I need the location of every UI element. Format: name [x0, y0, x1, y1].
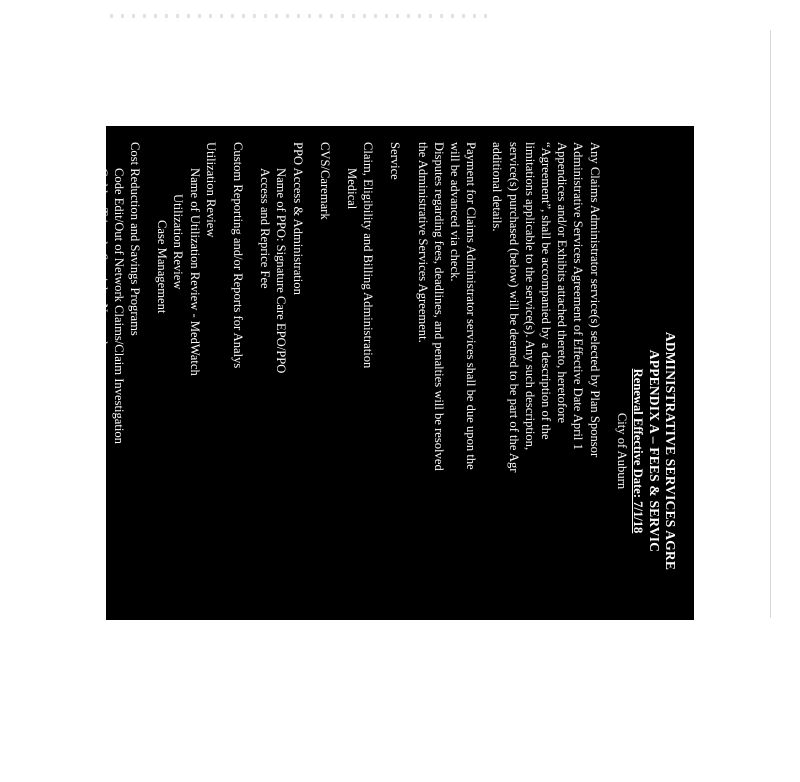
rotated-document [68, 126, 694, 620]
payment-paragraph [414, 142, 479, 782]
payment-line: will be advanced via check. [447, 142, 462, 282]
payment-line: the Administrative Services Agreement. [415, 142, 430, 343]
service-item: Code Edit/Out of Network Claims/Claim Investigation [111, 168, 126, 444]
intro-line: Administrative Services Agreement of Effective Date April 1 [571, 142, 586, 450]
service-item: Utilization Review [203, 142, 218, 238]
city-name: City of Auburn [614, 412, 629, 490]
service-item: Name of PPO: Signature Care EPO/PPO [274, 168, 289, 374]
service-item: Name of Utilization Review - MedWatch [187, 168, 202, 376]
service-item: Claim, Eligibility and Billing Administration [361, 142, 376, 369]
intro-line: “Agreement”, shall be accompanied by a description of the [538, 142, 553, 440]
service-item: Medical [344, 168, 359, 210]
scan-artifact [110, 14, 490, 18]
renewal-date: Renewal Effective Date: 7/1/18 [631, 368, 645, 534]
document-header [614, 292, 678, 610]
service-item: CVS/Caremark [317, 142, 332, 220]
service-item: Utilization Review [171, 194, 186, 290]
payment-line: Disputes regarding fees, deadlines, and penalties will be resolved [431, 142, 446, 471]
payment-line: Payment for Claims Administrator services shall be due upon the [464, 142, 479, 470]
service-item: Golden Triangle Specialty Network [95, 168, 110, 348]
service-item: Cost Reduction and Savings Programs [127, 142, 142, 336]
scanned-page [68, 126, 694, 620]
page-edge [770, 30, 771, 618]
service-heading: Service [388, 142, 403, 180]
service-list [67, 142, 376, 610]
service-item: PPO Access & Administration [290, 142, 305, 295]
service-item: Subrogation [68, 142, 83, 204]
intro-line: Any Claims Administrator service(s) selected by Plan Sponsor [587, 142, 602, 458]
service-item: Access and Reprice Fee [258, 168, 273, 289]
service-item: Case Management [155, 220, 170, 314]
document-title: ADMINISTRATIVE SERVICES AGRE [663, 331, 678, 571]
intro-line: service(s) purchased (below) will be deemed to be part of the Agr [506, 142, 521, 473]
intro-line: additional details. [490, 142, 505, 232]
intro-line: limitations applicable to the service(s). Any such description, [522, 142, 537, 451]
intro-paragraph [489, 142, 602, 782]
service-item: Custom Reporting and/or Reports for Analys [230, 142, 245, 369]
intro-line: Appendices and/or Exhibits attached thereto, heretofore [555, 142, 570, 424]
document-subtitle: APPENDIX A – FEES & SERVIC [647, 349, 662, 553]
